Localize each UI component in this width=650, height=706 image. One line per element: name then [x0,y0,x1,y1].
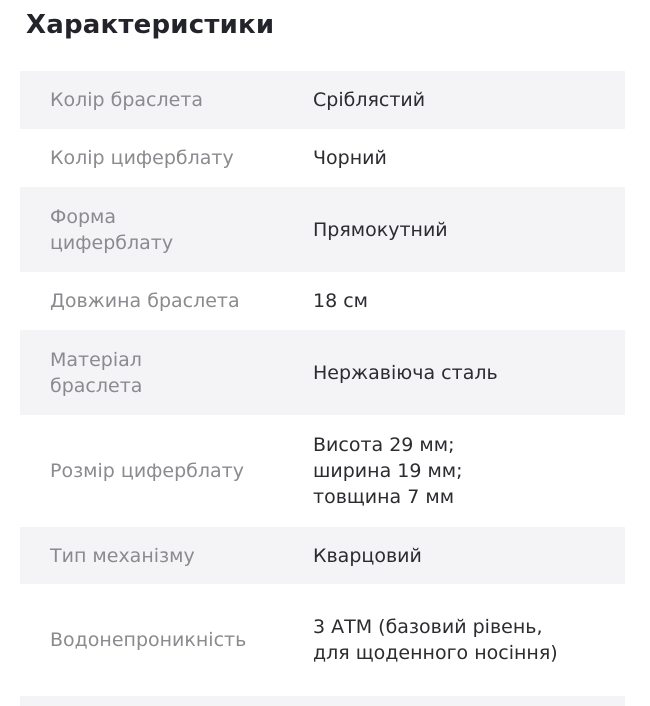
spec-value: 3 АТМ (базовий рівень, для щоденного носіння) [313,616,558,664]
spec-value: Висота 29 мм; ширина 19 мм; товщина 7 мм [313,434,463,508]
spec-row [20,330,625,415]
next-row-partial [20,696,625,706]
spec-label: Водонепроникність [50,629,247,651]
spec-value: Чорний [313,147,387,169]
spec-value: Кварцовий [313,544,422,567]
spec-label: Колір браслета [50,89,204,111]
spec-row [20,187,625,272]
spec-row [20,527,625,584]
spec-label: Колір циферблату [50,147,234,169]
spec-value: Сріблястий [313,89,426,111]
spec-row [20,272,625,330]
spec-row [20,584,625,696]
spec-label: Матеріал браслета [50,348,143,397]
spec-row [20,415,625,527]
spec-value: Нержавіюча сталь [313,361,498,384]
spec-label: Форма циферблату [50,205,174,254]
section-title: Характеристики [26,10,275,40]
spec-label: Розмір циферблату [50,460,244,482]
spec-label: Довжина браслета [50,290,240,312]
spec-row [20,129,625,187]
spec-value: Прямокутний [313,218,448,241]
specs-table [20,71,625,696]
spec-row [20,71,625,129]
spec-value: 18 см [313,290,368,312]
spec-label: Тип механізму [50,544,195,567]
